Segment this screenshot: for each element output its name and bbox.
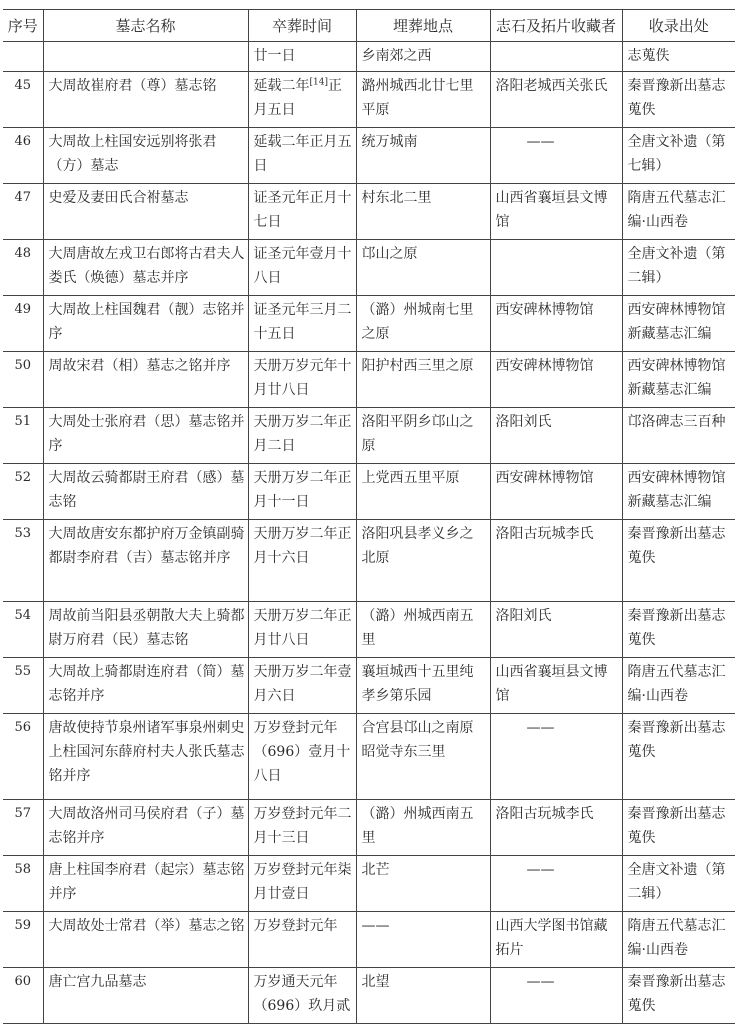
cell-time: 天册万岁二年正月廿八日: [248, 602, 356, 658]
cell-holder: [490, 240, 622, 296]
table-row: [3, 128, 735, 184]
cell-name: 唐上柱国李府君（起宗）墓志铭并序: [43, 856, 248, 912]
cell-name: 唐亡宫九品墓志: [43, 968, 248, 1024]
table-row: [3, 658, 735, 714]
cell-name: 大周故云骑都尉王府君（感）墓志铭: [43, 464, 248, 520]
cell-source: 西安碑林博物馆新藏墓志汇编: [622, 352, 735, 408]
cell-source: 西安碑林博物馆新藏墓志汇编: [622, 464, 735, 520]
cell-time: 廿一日: [248, 42, 356, 72]
cell-holder: 洛阳刘氏: [490, 408, 622, 464]
cell-source: 隋唐五代墓志汇编·山西卷: [622, 658, 735, 714]
cell-source: 全唐文补遗（第二辑）: [622, 240, 735, 296]
cell-no: 49: [3, 296, 43, 352]
cell-holder: ——: [490, 714, 622, 800]
cell-place: 北望: [356, 968, 490, 1024]
table-row: [3, 800, 735, 856]
cell-place: （潞）州城西南五里: [356, 800, 490, 856]
cell-no: 55: [3, 658, 43, 714]
cell-holder: 西安碑林博物馆: [490, 296, 622, 352]
table-row: [3, 968, 735, 1024]
table-row: [3, 352, 735, 408]
cell-holder: 洛阳老城西关张氏: [490, 72, 622, 128]
cell-holder: 洛阳古玩城李氏: [490, 520, 622, 602]
header-source: 收录出处: [622, 10, 735, 42]
cell-name: 大周故崔府君（尊）墓志铭: [43, 72, 248, 128]
time-text: 正月五日: [253, 78, 342, 118]
cell-no: 58: [3, 856, 43, 912]
cell-place: 潞州城西北廿七里平原: [356, 72, 490, 128]
cell-time: 天册万岁元年十月廿八日: [248, 352, 356, 408]
cell-time: [248, 72, 356, 128]
cell-no: 59: [3, 912, 43, 968]
table-row: [3, 408, 735, 464]
header-time: 卒葬时间: [248, 10, 356, 42]
cell-place: 统万城南: [356, 128, 490, 184]
cell-place: 洛阳巩县孝义乡之北原: [356, 520, 490, 602]
cell-time: 天册万岁二年正月二日: [248, 408, 356, 464]
cell-place: 合宫县邙山之南原昭觉寺东三里: [356, 714, 490, 800]
cell-name: 大周唐故左戎卫右郎将古君夫人娄氏（焕德）墓志并序: [43, 240, 248, 296]
cell-place: （潞）州城南七里之原: [356, 296, 490, 352]
cell-time: 天册万岁二年壹月六日: [248, 658, 356, 714]
table-row: [3, 72, 735, 128]
table-row: [3, 42, 735, 72]
cell-name: 史爱及妻田氏合祔墓志: [43, 184, 248, 240]
table-header: [3, 10, 735, 42]
cell-name: 大周故上骑都尉连府君（简）墓志铭并序: [43, 658, 248, 714]
cell-place: ——: [356, 912, 490, 968]
table-row: [3, 240, 735, 296]
cell-place: 乡南郊之西: [356, 42, 490, 72]
cell-time: 延载二年正月五日: [248, 128, 356, 184]
epitaph-table: [3, 9, 735, 1024]
cell-time: 万岁登封元年（696）壹月十八日: [248, 714, 356, 800]
cell-name: 大周故洛州司马侯府君（子）墓志铭并序: [43, 800, 248, 856]
table-body: [3, 42, 735, 1024]
table-row: [3, 912, 735, 968]
table-row: [3, 856, 735, 912]
cell-holder: 洛阳古玩城李氏: [490, 800, 622, 856]
cell-holder: 洛阳刘氏: [490, 602, 622, 658]
table-row: [3, 184, 735, 240]
cell-time: 天册万岁二年正月十一日: [248, 464, 356, 520]
cell-time: 万岁通天元年（696）玖月贰: [248, 968, 356, 1024]
cell-name: 周故前当阳县丞朝散大夫上骑都尉万府君（民）墓志铭: [43, 602, 248, 658]
cell-holder: 山西大学图书馆藏拓片: [490, 912, 622, 968]
cell-time: 证圣元年正月十七日: [248, 184, 356, 240]
cell-time: 万岁登封元年二月十三日: [248, 800, 356, 856]
cell-no: 46: [3, 128, 43, 184]
cell-holder: ——: [490, 968, 622, 1024]
cell-time: 万岁登封元年柒月廿壹日: [248, 856, 356, 912]
cell-no: 57: [3, 800, 43, 856]
cell-no: 60: [3, 968, 43, 1024]
table-row: [3, 464, 735, 520]
cell-time: 证圣元年壹月十八日: [248, 240, 356, 296]
cell-time: 天册万岁二年正月十六日: [248, 520, 356, 602]
cell-place: 村东北二里: [356, 184, 490, 240]
cell-source: 全唐文补遗（第二辑）: [622, 856, 735, 912]
cell-holder: 西安碑林博物馆: [490, 352, 622, 408]
cell-place: 邙山之原: [356, 240, 490, 296]
cell-holder: ——: [490, 856, 622, 912]
header-no: 序号: [3, 10, 43, 42]
cell-no: 56: [3, 714, 43, 800]
time-text: 延载二年: [253, 78, 310, 94]
cell-source: 秦晋豫新出墓志蒐佚: [622, 714, 735, 800]
cell-time: 万岁登封元年: [248, 912, 356, 968]
cell-no: 52: [3, 464, 43, 520]
cell-name: 大周故唐安东都护府万金镇副骑都尉李府君（吉）墓志铭并序: [43, 520, 248, 602]
cell-place: （潞）州城西南五里: [356, 602, 490, 658]
cell-place: 襄垣城西十五里纯孝乡第乐园: [356, 658, 490, 714]
cell-source: 隋唐五代墓志汇编·山西卷: [622, 184, 735, 240]
cell-time: 证圣元年三月二十五日: [248, 296, 356, 352]
cell-source: 秦晋豫新出墓志蒐佚: [622, 602, 735, 658]
cell-source: 秦晋豫新出墓志蒐佚: [622, 968, 735, 1024]
cell-no: 53: [3, 520, 43, 602]
table-row: [3, 602, 735, 658]
cell-holder: 西安碑林博物馆: [490, 464, 622, 520]
cell-source: 秦晋豫新出墓志蒐佚: [622, 800, 735, 856]
cell-source: 志蒐佚: [622, 42, 735, 72]
cell-place: 北芒: [356, 856, 490, 912]
cell-place: 阳护村西三里之原: [356, 352, 490, 408]
cell-source: 隋唐五代墓志汇编·山西卷: [622, 912, 735, 968]
cell-no: 48: [3, 240, 43, 296]
footnote-ref: [14]: [309, 77, 328, 88]
cell-source: 秦晋豫新出墓志蒐佚: [622, 72, 735, 128]
cell-name: [43, 42, 248, 72]
cell-name: 唐故使持节泉州诸军事泉州刺史上柱国河东薛府村夫人张氏墓志铭并序: [43, 714, 248, 800]
table-row: [3, 296, 735, 352]
cell-no: [3, 42, 43, 72]
header-name: 墓志名称: [43, 10, 248, 42]
cell-holder: [490, 42, 622, 72]
cell-place: 上党西五里平原: [356, 464, 490, 520]
table-row: [3, 520, 735, 602]
cell-source: 秦晋豫新出墓志蒐佚: [622, 520, 735, 602]
header-holder: 志石及拓片收藏者: [490, 10, 622, 42]
cell-holder: ——: [490, 128, 622, 184]
cell-place: 洛阳平阴乡邙山之原: [356, 408, 490, 464]
cell-source: 邙洛碑志三百种: [622, 408, 735, 464]
cell-no: 45: [3, 72, 43, 128]
cell-no: 47: [3, 184, 43, 240]
cell-name: 大周处士张府君（思）墓志铭并序: [43, 408, 248, 464]
cell-name: 大周故上柱国安远别将张君（方）墓志: [43, 128, 248, 184]
cell-no: 54: [3, 602, 43, 658]
cell-name: 周故宋君（相）墓志之铭并序: [43, 352, 248, 408]
cell-holder: 山西省襄垣县文博馆: [490, 184, 622, 240]
cell-source: 全唐文补遗（第七辑）: [622, 128, 735, 184]
table-row: [3, 714, 735, 800]
cell-no: 50: [3, 352, 43, 408]
cell-name: 大周故处士常君（举）墓志之铭: [43, 912, 248, 968]
cell-no: 51: [3, 408, 43, 464]
header-row: [3, 10, 735, 42]
cell-source: 西安碑林博物馆新藏墓志汇编: [622, 296, 735, 352]
cell-holder: 山西省襄垣县文博馆: [490, 658, 622, 714]
header-place: 埋葬地点: [356, 10, 490, 42]
cell-name: 大周故上柱国魏君（靓）志铭并序: [43, 296, 248, 352]
